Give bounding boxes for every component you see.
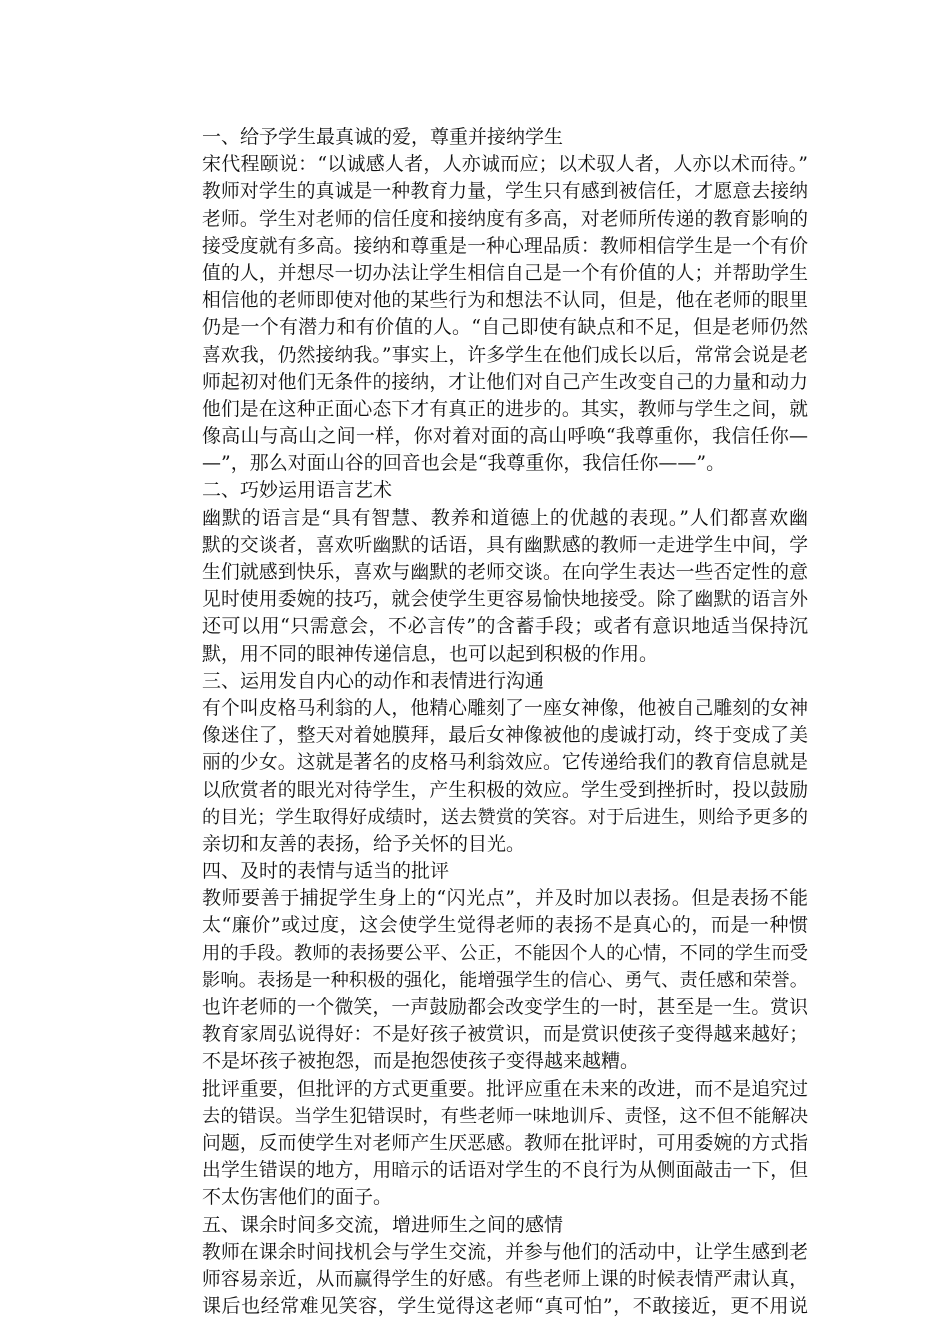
paragraph-line: 去的错误。当学生犯错误时，有些老师一味地训斥、责怪，这不但不能解决 bbox=[202, 1105, 808, 1127]
paragraph-line: 师容易亲近，从而赢得学生的好感。有些老师上课的时候表情严肃认真， bbox=[202, 1268, 808, 1290]
paragraph-line: 用的手段。教师的表扬要公平、公正，不能因个人的心情，不同的学生而受 bbox=[202, 942, 808, 964]
paragraph-line: 默的交谈者，喜欢听幽默的话语，具有幽默感的教师一走进学生中间，学 bbox=[202, 534, 808, 556]
paragraph-line: 幽默的语言是“具有智慧、教养和道德上的优越的表现。”人们都喜欢幽 bbox=[202, 506, 808, 529]
paragraph-line: 见时使用委婉的技巧，就会使学生更容易愉快地接受。除了幽默的语言外 bbox=[202, 589, 808, 611]
paragraph-line: 教师对学生的真诚是一种教育力量，学生只有感到被信任，才愿意去接纳 bbox=[202, 181, 808, 203]
paragraph-line: —”，那么对面山谷的回音也会是“我尊重你，我信任你——”。 bbox=[202, 452, 726, 475]
paragraph-line: 像高山与高山之间一样，你对着对面的高山呼唤“我尊重你，我信任你— bbox=[202, 425, 808, 448]
paragraph-line: 值的人，并想尽一切办法让学生相信自己是一个有价值的人；并帮助学生 bbox=[202, 262, 808, 284]
paragraph-line: 丽的少女。这就是著名的皮格马利翁效应。它传递给我们的教育信息就是 bbox=[202, 752, 808, 774]
paragraph-line: 仍是一个有潜力和有价值的人。“自己即使有缺点和不足，但是老师仍然 bbox=[202, 316, 808, 339]
paragraph-line: 太“廉价”或过度，这会使学生觉得老师的表扬不是真心的，而是一种惯 bbox=[202, 914, 808, 937]
paragraph-line: 出学生错误的地方，用暗示的话语对学生的不良行为从侧面敲击一下，但 bbox=[202, 1160, 808, 1182]
paragraph-line: 不太伤害他们的面子。 bbox=[202, 1186, 393, 1209]
paragraph-line: 课后也经常难见笑容，学生觉得这老师“真可怕”，不敢接近，更不用说 bbox=[202, 1295, 808, 1318]
paragraph-line: 有个叫皮格马利翁的人，他精心雕刻了一座女神像，他被自己雕刻的女神 bbox=[202, 697, 808, 719]
paragraph-line: 以欣赏者的眼光对待学生，产生积极的效应。学生受到挫折时，投以鼓励 bbox=[202, 779, 808, 801]
paragraph-line: 师起初对他们无条件的接纳，才让他们对自己产生改变自己的力量和动力 bbox=[202, 371, 808, 393]
paragraph-line: 他们是在这种正面心态下才有真正的进步的。其实，教师与学生之间，就 bbox=[202, 398, 808, 420]
paragraph-line: 问题，反而使学生对老师产生厌恶感。教师在批评时，可用委婉的方式指 bbox=[202, 1132, 808, 1154]
paragraph-line: 也许老师的一个微笑，一声鼓励都会改变学生的一时，甚至是一生。赏识 bbox=[202, 997, 808, 1018]
paragraph-line: 教师要善于捕捉学生身上的“闪光点”，并及时加以表扬。但是表扬不能 bbox=[202, 887, 808, 910]
paragraph-line: 批评重要，但批评的方式更重要。批评应重在未来的改进，而不是追究过 bbox=[202, 1078, 808, 1100]
paragraph-line: 教师在课余时间找机会与学生交流，并参与他们的活动中，让学生感到老 bbox=[202, 1241, 808, 1263]
paragraph-line: 老师。学生对老师的信任度和接纳度有多高，对老师所传递的教育影响的 bbox=[202, 208, 808, 230]
paragraph-line: 像迷住了，整天对着她膜拜，最后女神像被他的虔诚打动，终于变成了美 bbox=[202, 725, 808, 747]
section-heading: 四、及时的表情与适当的批评 bbox=[202, 860, 450, 883]
section-heading: 三、运用发自内心的动作和表情进行沟通 bbox=[202, 669, 545, 692]
paragraph-line: 影响。表扬是一种积极的强化，能增强学生的信心、勇气、责任感和荣誉。 bbox=[202, 969, 808, 991]
section-heading: 二、巧妙运用语言艺术 bbox=[202, 479, 393, 502]
paragraph-line: 亲切和友善的表扬，给予关怀的目光。 bbox=[202, 832, 526, 855]
paragraph-line: 的目光；学生取得好成绩时，送去赞赏的笑容。对于后进生，则给予更多的 bbox=[202, 806, 808, 828]
paragraph-line: 还可以用“只需意会，不必言传”的含蓄手段；或者有意识地适当保持沉 bbox=[202, 615, 808, 638]
paragraph-line: 接受度就有多高。接纳和尊重是一种心理品质：教师相信学生是一个有价 bbox=[202, 235, 808, 257]
paragraph-line: 相信他的老师即使对他的某些行为和想法不认同，但是，他在老师的眼里 bbox=[202, 290, 808, 312]
section-heading: 五、课余时间多交流，增进师生之间的感情 bbox=[202, 1213, 564, 1236]
document-body bbox=[202, 124, 808, 1320]
section-heading: 一、给予学生最真诚的爱，尊重并接纳学生 bbox=[202, 126, 564, 148]
paragraph-line: 教育家周弘说得好：不是好孩子被赏识，而是赏识使孩子变得越来越好； bbox=[202, 1024, 808, 1046]
paragraph-line: 喜欢我，仍然接纳我。”事实上，许多学生在他们成长以后，常常会说是老 bbox=[202, 344, 808, 366]
paragraph-line: 宋代程颐说：“以诚感人者，人亦诚而应；以术驭人者，人亦以术而待。” bbox=[202, 153, 808, 176]
paragraph-line: 不是坏孩子被抱怨，而是抱怨使孩子变得越来越糟。 bbox=[202, 1050, 640, 1073]
paragraph-line: 生们就感到快乐，喜欢与幽默的老师交谈。在向学生表达一些否定性的意 bbox=[202, 562, 808, 583]
paragraph-line: 默，用不同的眼神传递信息，也可以起到积极的作用。 bbox=[202, 642, 659, 665]
